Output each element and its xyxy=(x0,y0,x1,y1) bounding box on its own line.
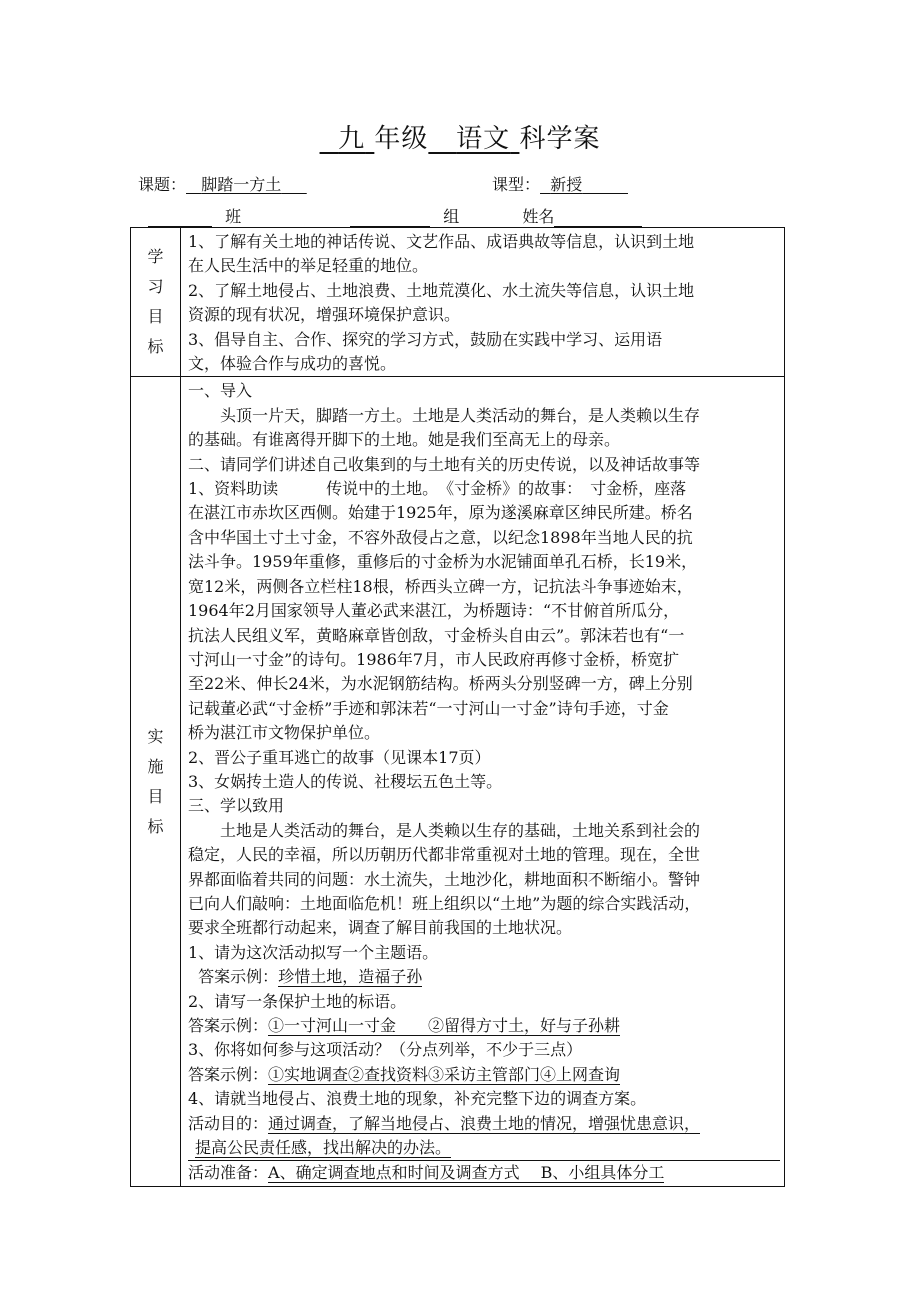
paragraph-line: 1964年2月国家领导人董必武来湛江，为桥题诗：“不甘俯首所瓜分， xyxy=(188,601,680,621)
impl-label: 实 施 目 标 xyxy=(131,377,181,1186)
impl-content xyxy=(181,377,785,1186)
page-title xyxy=(0,118,920,155)
goals-label: 学 习 目 标 xyxy=(131,228,181,377)
goal-line: 文，体验合作与成功的喜悦。 xyxy=(188,354,397,374)
class-label: 班 xyxy=(225,207,242,226)
paragraph-line: 含中华国土寸土寸金，不容外敌侵占之意，以纪念1898年当地人民的抗 xyxy=(188,527,693,547)
goal-line: 2、了解土地侵占、土地浪费、土地荒漠化、水土流失等信息，认识土地 xyxy=(188,280,695,300)
student-row xyxy=(148,204,642,227)
question: 4、请就当地侵占、浪费土地的现象，补充完整下边的调查方案。 xyxy=(188,1089,647,1109)
goals-content xyxy=(181,228,785,377)
goal-line: 1、了解有关土地的神话传说、文艺作品、成语典故等信息，认识到土地 xyxy=(188,232,695,251)
lesson-table xyxy=(130,227,785,1187)
goals-row xyxy=(131,228,785,377)
group-blank xyxy=(350,208,430,227)
type-value: 新授 xyxy=(550,175,583,194)
question: 2、请写一条保护土地的标语。 xyxy=(188,991,407,1011)
paragraph-line: 稳定，人民的幸福，所以历朝历代都非常重视对土地的管理。现在，全世 xyxy=(188,845,701,865)
section-heading: 一、导入 xyxy=(188,381,253,401)
paragraph-line: 1、资料助读 传说中的土地。 《寸金桥》的故事： 寸金桥，座落 xyxy=(188,479,687,499)
name-blank xyxy=(554,208,642,227)
prep-value: A、确定调查地点和时间及调查方式 B、小组具体分工 xyxy=(268,1163,665,1183)
purpose-value: 通过调查，了解当地侵占、浪费土地的情况，增强忧患意识， xyxy=(268,1113,701,1133)
paragraph-line: 已向人们敲响：土地面临危机！班上组织以“土地”为题的综合实践活动， xyxy=(188,893,701,913)
answer: 答案示例：①实地调查②查找资料③采访主管部门④上网查询 xyxy=(188,1064,621,1084)
paragraph-line: 抗法人民组义军，黄略麻章皆创敌，寸金桥头自由云”。郭沫若也有“一 xyxy=(188,625,685,645)
list-item: 2、晋公子重耳逃亡的故事（见课本17页） xyxy=(188,747,491,767)
purpose-value: 提高公民责任感，找出解决的办法。 xyxy=(195,1138,452,1158)
section-heading: 二、请同学们讲述自己收集到的与土地有关的历史传说，以及神话故事等 xyxy=(188,454,701,474)
goal-line: 在人民生活中的举足轻重的地位。 xyxy=(188,256,429,276)
paragraph-line: 宽12米，两侧各立栏柱18根，桥西头立碑一方，记抗法斗争事迹始末， xyxy=(188,576,693,596)
title-suffix: 科学案 xyxy=(519,124,601,154)
impl-row xyxy=(131,377,785,1186)
class-blank xyxy=(148,208,212,227)
prep-line: 活动准备：A、确定调查地点和时间及调查方式 B、小组具体分工 xyxy=(188,1163,665,1183)
paragraph-line: 寸河山一寸金”的诗句。1986年7月，市人民政府再修寸金桥，桥宽扩 xyxy=(188,649,680,669)
paragraph-line: 至22米、伸长24米，为水泥钢筋结构。桥两头分别竖碑一方，碑上分别 xyxy=(188,674,693,694)
section-heading: 三、学以致用 xyxy=(188,796,285,816)
goal-line: 3、倡导自主、合作、探究的学习方式，鼓励在实践中学习、运用语 xyxy=(188,329,663,349)
subject-blank: 语文 xyxy=(456,124,511,154)
paragraph-line: 记载董必武“寸金桥”手迹和郭沫若“一寸河山一寸金”诗句手迹，寸金 xyxy=(188,698,669,718)
paragraph-line: 在湛江市赤坎区西侧。始建于1925年，原为遂溪麻章区绅民所建。桥名 xyxy=(188,503,693,523)
answer-value: 珍惜土地，造福子孙 xyxy=(278,967,423,987)
question: 1、请为这次活动拟写一个主题语。 xyxy=(188,942,439,962)
purpose-line xyxy=(188,1136,780,1161)
type-row xyxy=(492,172,628,195)
paragraph-line: 界都面临着共同的问题：水土流失，土地沙化，耕地面积不断缩小。警钟 xyxy=(188,869,701,889)
grade-label: 年级 xyxy=(374,124,429,154)
topic-label: 课题： xyxy=(138,175,187,194)
answer-value: ①一寸河山一寸金 ②留得方寸土，好与子孙耕 xyxy=(268,1016,621,1035)
type-label: 课型： xyxy=(492,175,541,194)
answer-value: ①实地调查②查找资料③采访主管部门④上网查询 xyxy=(268,1064,621,1084)
question: 3、你将如何参与这项活动？（分点列举，不少于三点） xyxy=(188,1040,583,1060)
name-label: 姓名 xyxy=(522,207,555,226)
grade-blank: 九 xyxy=(338,124,366,154)
answer: 答案示例：珍惜土地，造福子孙 xyxy=(198,967,423,987)
list-item: 3、女娲抟土造人的传说、社稷坛五色土等。 xyxy=(188,771,503,791)
paragraph-line: 要求全班都行动起来，调查了解目前我国的土地状况。 xyxy=(188,918,573,938)
paragraph-line: 法斗争。1959年重修，重修后的寸金桥为水泥铺面单孔石桥，长19米， xyxy=(188,552,698,572)
purpose-line: 活动目的：通过调查，了解当地侵占、浪费土地的情况，增强忧患意识， xyxy=(188,1113,701,1133)
paragraph-line: 头顶一片天，脚踏一方土。土地是人类活动的舞台，是人类赖以生存 xyxy=(220,405,701,425)
goal-line: 资源的现有状况，增强环境保护意识。 xyxy=(188,305,461,325)
paragraph-line: 土地是人类活动的舞台，是人类赖以生存的基础，土地关系到社会的 xyxy=(220,820,701,840)
paragraph-line: 的基础。有谁离得开脚下的土地。她是我们至高无上的母亲。 xyxy=(188,430,621,450)
paragraph-line: 桥为湛江市文物保护单位。 xyxy=(188,723,381,743)
topic-value: 脚踏一方土 xyxy=(201,175,282,194)
topic-row xyxy=(138,172,307,195)
answer: 答案示例：①一寸河山一寸金 ②留得方寸土，好与子孙耕 xyxy=(188,1016,621,1035)
group-label: 组 xyxy=(443,207,460,226)
